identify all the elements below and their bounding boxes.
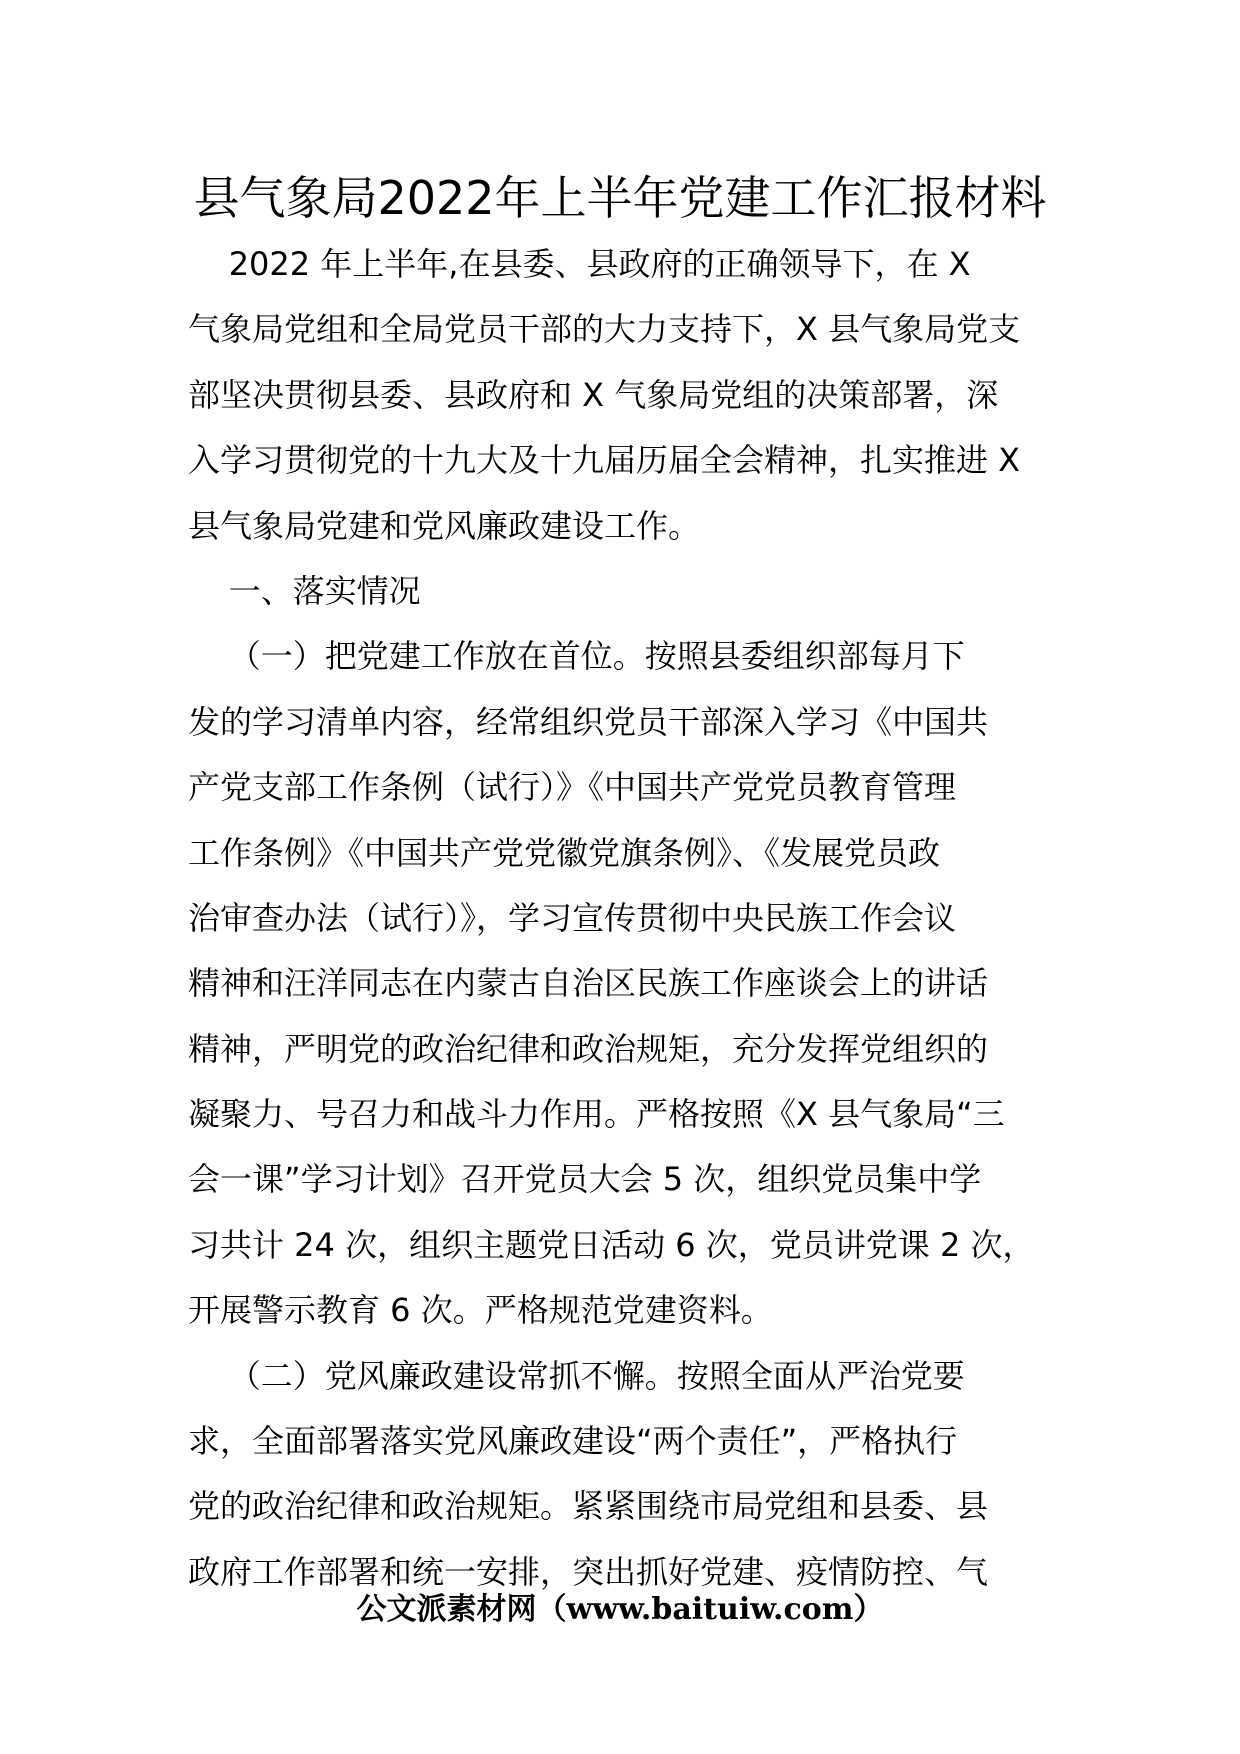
body-line: 凝聚力、号召力和战斗力作用。严格按照《X 县气象局“三 <box>188 1095 1005 1134</box>
body-line: 会一课”学习计划》召开党员大会 5 次，组织党员集中学 <box>188 1160 982 1199</box>
body-line: 2022 年上半年,在县委、县政府的正确领导下，在 X <box>188 245 971 283</box>
body-line: 县气象局党建和党风廉政建设工作。 <box>188 506 701 545</box>
body-line: 精神和汪洋同志在内蒙古自治区民族工作座谈会上的讲话 <box>188 964 989 1003</box>
body-line: 产党支部工作条例（试行）》《中国共产党党员教育管理 <box>188 768 957 807</box>
body-line: 发的学习清单内容，经常组织党员干部深入学习《中国共 <box>188 702 989 741</box>
body-line: 党的政治纪律和政治规矩。紧紧围绕市局党组和县委、县 <box>188 1487 989 1526</box>
body-line: 治审查办法（试行）》，学习宣传贯彻中央民族工作会议 <box>188 898 957 937</box>
body-line: 工作条例》《中国共产党党徽党旗条例》、《发展党员政 <box>188 833 941 872</box>
footer-watermark-text: 公文派素材网（www.baituiw.com） <box>356 1592 884 1627</box>
body-line: 部坚决贯彻县委、县政府和 X 气象局党组的决策部署，深 <box>188 375 999 414</box>
body-line: 求，全面部署落实党风廉政建设“两个责任”，严格执行 <box>188 1422 958 1461</box>
body-line: 气象局党组和全局党员干部的大力支持下，X 县气象局党支 <box>188 310 1021 349</box>
body-line: 入学习贯彻党的十九大及十九届历届全会精神，扎实推进 X <box>188 441 1021 480</box>
document-body <box>188 232 1056 1605</box>
body-line: 开展警示教育 6 次。严格规范党建资料。 <box>188 1291 773 1330</box>
body-line: 精神，严明党的政治纪律和政治规矩，充分发挥党组织的 <box>188 1029 989 1068</box>
body-line: （二）党风廉政建设常抓不懈。按照全面从严治党要 <box>188 1356 965 1395</box>
body-line: （一）把党建工作放在首位。按照县委组织部每月下 <box>188 637 965 676</box>
body-line: 政府工作部署和统一安排，突出抓好党建、疫情防控、气 <box>188 1552 989 1591</box>
document-title: 县气象局2022年上半年党建工作汇报材料 <box>193 171 1047 225</box>
section-heading: 一、落实情况 <box>188 571 421 610</box>
body-line: 习共计 24 次，组织主题党日活动 6 次，党员讲党课 2 次， <box>188 1225 1035 1264</box>
